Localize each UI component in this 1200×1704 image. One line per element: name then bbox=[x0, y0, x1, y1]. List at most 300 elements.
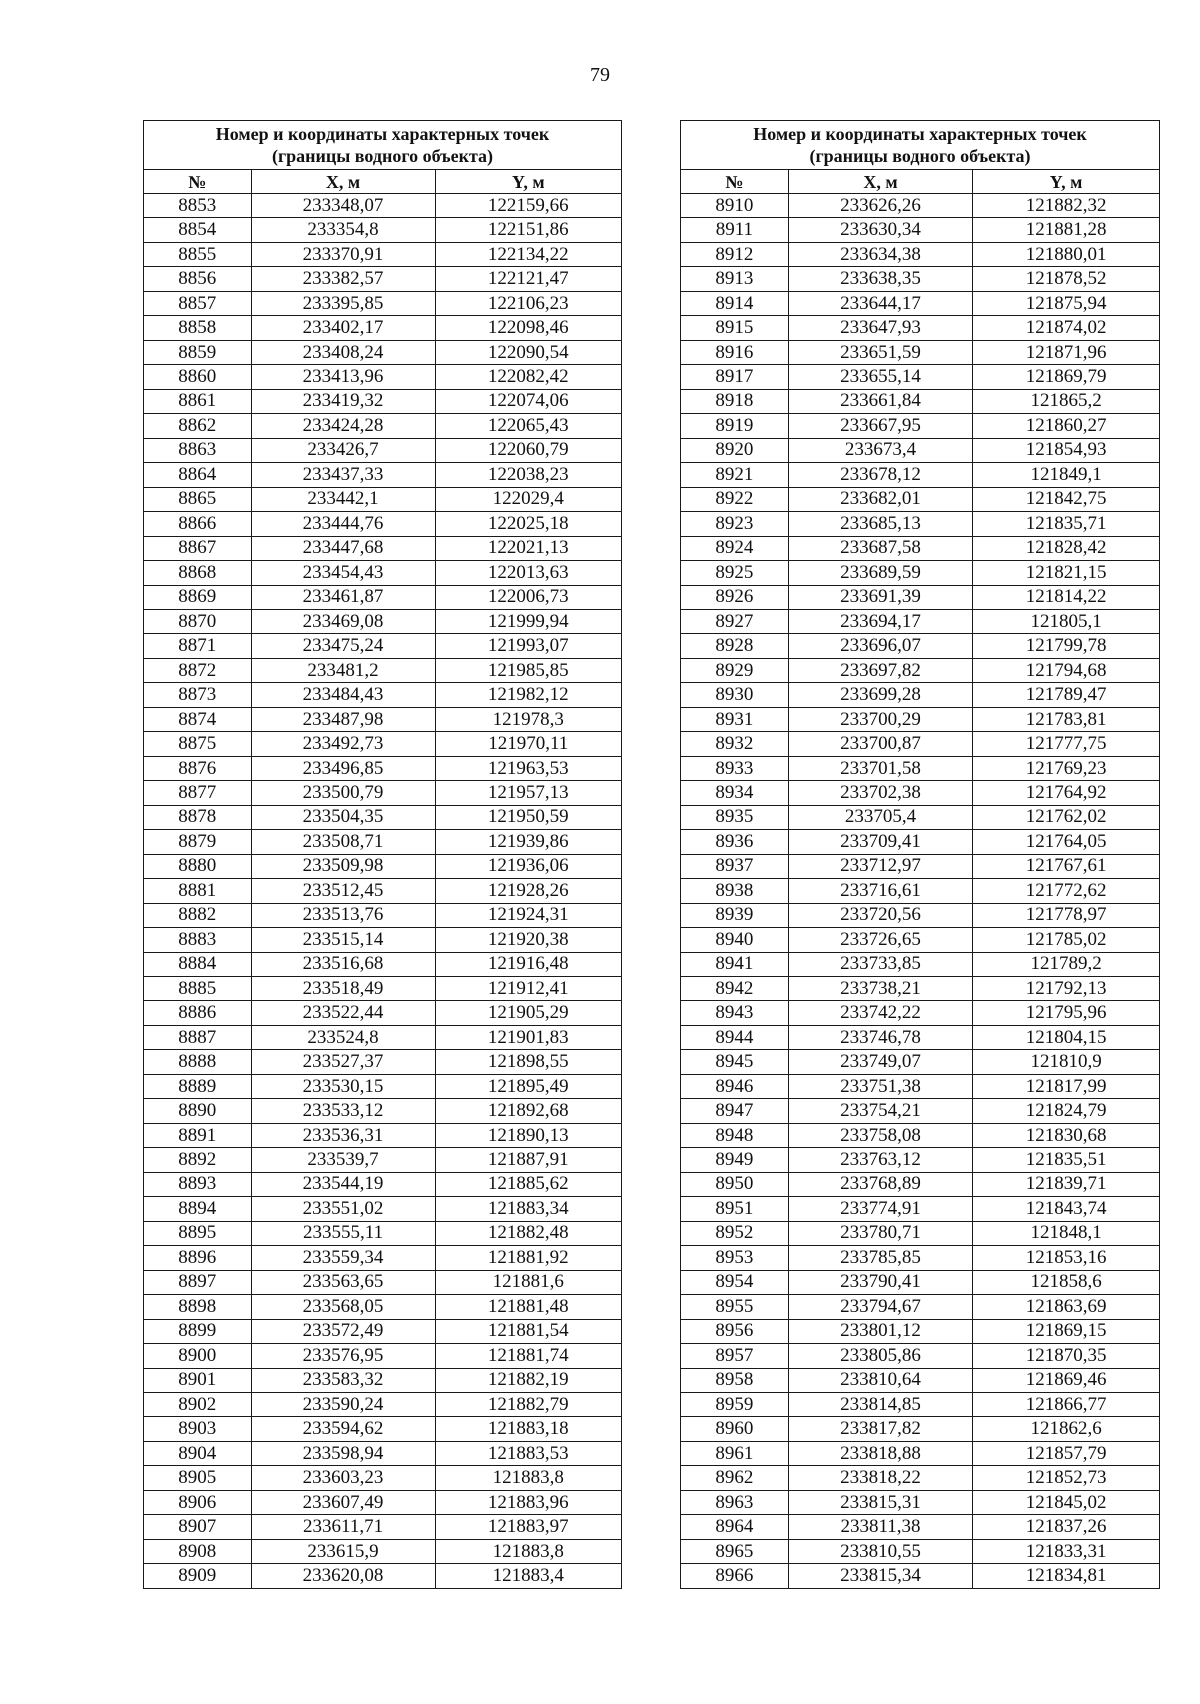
point-number: 8906 bbox=[144, 1490, 252, 1514]
point-number: 8959 bbox=[681, 1392, 789, 1416]
y-coordinate: 121993,07 bbox=[435, 634, 621, 658]
y-coordinate: 121901,83 bbox=[435, 1025, 621, 1049]
x-coordinate: 233354,8 bbox=[251, 218, 435, 242]
table-row bbox=[144, 1099, 622, 1123]
x-coordinate: 233419,32 bbox=[251, 389, 435, 413]
table-row bbox=[144, 1515, 622, 1539]
point-number: 8941 bbox=[681, 952, 789, 976]
x-coordinate: 233754,21 bbox=[788, 1099, 972, 1123]
y-coordinate: 121895,49 bbox=[435, 1074, 621, 1098]
y-coordinate: 121810,9 bbox=[973, 1050, 1160, 1074]
point-number: 8890 bbox=[144, 1099, 252, 1123]
table-row bbox=[681, 561, 1160, 585]
x-coordinate: 233413,96 bbox=[251, 365, 435, 389]
table-row bbox=[144, 438, 622, 462]
y-coordinate: 121898,55 bbox=[435, 1050, 621, 1074]
x-coordinate: 233402,17 bbox=[251, 316, 435, 340]
y-coordinate: 121862,6 bbox=[973, 1417, 1160, 1441]
point-number: 8948 bbox=[681, 1123, 789, 1147]
point-number: 8917 bbox=[681, 365, 789, 389]
table-row bbox=[144, 879, 622, 903]
point-number: 8884 bbox=[144, 952, 252, 976]
y-coordinate: 121789,47 bbox=[973, 683, 1160, 707]
y-coordinate: 121892,68 bbox=[435, 1099, 621, 1123]
x-coordinate: 233815,31 bbox=[788, 1490, 972, 1514]
x-coordinate: 233527,37 bbox=[251, 1050, 435, 1074]
y-coordinate: 121821,15 bbox=[973, 561, 1160, 585]
y-coordinate: 122029,4 bbox=[435, 487, 621, 511]
y-coordinate: 121985,85 bbox=[435, 658, 621, 682]
table-row bbox=[144, 634, 622, 658]
x-coordinate: 233811,38 bbox=[788, 1515, 972, 1539]
x-coordinate: 233768,89 bbox=[788, 1172, 972, 1196]
y-coordinate: 121792,13 bbox=[973, 977, 1160, 1001]
x-coordinate: 233513,76 bbox=[251, 903, 435, 927]
x-coordinate: 233763,12 bbox=[788, 1148, 972, 1172]
table-row bbox=[681, 1392, 1160, 1416]
table-row bbox=[681, 438, 1160, 462]
point-number: 8923 bbox=[681, 512, 789, 536]
x-coordinate: 233515,14 bbox=[251, 928, 435, 952]
x-coordinate: 233444,76 bbox=[251, 512, 435, 536]
table-row bbox=[681, 585, 1160, 609]
table-row bbox=[144, 512, 622, 536]
x-coordinate: 233484,43 bbox=[251, 683, 435, 707]
point-number: 8854 bbox=[144, 218, 252, 242]
column-header-x: X, м bbox=[251, 170, 435, 194]
x-coordinate: 233651,59 bbox=[788, 340, 972, 364]
point-number: 8963 bbox=[681, 1490, 789, 1514]
y-coordinate: 122038,23 bbox=[435, 463, 621, 487]
y-coordinate: 121833,31 bbox=[973, 1539, 1160, 1563]
column-header-number: № bbox=[681, 170, 789, 194]
x-coordinate: 233454,43 bbox=[251, 561, 435, 585]
point-number: 8895 bbox=[144, 1221, 252, 1245]
point-number: 8857 bbox=[144, 291, 252, 315]
y-coordinate: 122098,46 bbox=[435, 316, 621, 340]
y-coordinate: 121870,35 bbox=[973, 1344, 1160, 1368]
page-number: 79 bbox=[590, 64, 610, 86]
y-coordinate: 121795,96 bbox=[973, 1001, 1160, 1025]
x-coordinate: 233638,35 bbox=[788, 267, 972, 291]
point-number: 8965 bbox=[681, 1539, 789, 1563]
y-coordinate: 121905,29 bbox=[435, 1001, 621, 1025]
x-coordinate: 233758,08 bbox=[788, 1123, 972, 1147]
x-coordinate: 233794,67 bbox=[788, 1295, 972, 1319]
y-coordinate: 121857,79 bbox=[973, 1441, 1160, 1465]
table-row bbox=[144, 536, 622, 560]
x-coordinate: 233492,73 bbox=[251, 732, 435, 756]
table-row bbox=[681, 1270, 1160, 1294]
y-coordinate: 121860,27 bbox=[973, 414, 1160, 438]
y-coordinate: 121978,3 bbox=[435, 707, 621, 731]
y-coordinate: 121885,62 bbox=[435, 1172, 621, 1196]
y-coordinate: 121762,02 bbox=[973, 805, 1160, 829]
point-number: 8889 bbox=[144, 1074, 252, 1098]
point-number: 8951 bbox=[681, 1197, 789, 1221]
point-number: 8928 bbox=[681, 634, 789, 658]
table-row bbox=[681, 830, 1160, 854]
y-coordinate: 121881,28 bbox=[973, 218, 1160, 242]
x-coordinate: 233583,32 bbox=[251, 1368, 435, 1392]
table-row bbox=[681, 1319, 1160, 1343]
table-row bbox=[144, 463, 622, 487]
column-header-number: № bbox=[144, 170, 252, 194]
y-coordinate: 121875,94 bbox=[973, 291, 1160, 315]
table-row bbox=[144, 1074, 622, 1098]
point-number: 8909 bbox=[144, 1564, 252, 1588]
y-coordinate: 121783,81 bbox=[973, 707, 1160, 731]
point-number: 8888 bbox=[144, 1050, 252, 1074]
point-number: 8899 bbox=[144, 1319, 252, 1343]
table-row bbox=[681, 903, 1160, 927]
table-row bbox=[144, 340, 622, 364]
y-coordinate: 121883,53 bbox=[435, 1441, 621, 1465]
point-number: 8897 bbox=[144, 1270, 252, 1294]
y-coordinate: 122025,18 bbox=[435, 512, 621, 536]
table-row bbox=[144, 830, 622, 854]
point-number: 8886 bbox=[144, 1001, 252, 1025]
table-row bbox=[144, 1148, 622, 1172]
x-coordinate: 233539,7 bbox=[251, 1148, 435, 1172]
x-coordinate: 233504,35 bbox=[251, 805, 435, 829]
point-number: 8862 bbox=[144, 414, 252, 438]
point-number: 8964 bbox=[681, 1515, 789, 1539]
y-coordinate: 121849,1 bbox=[973, 463, 1160, 487]
table-row bbox=[144, 903, 622, 927]
table-row bbox=[144, 1368, 622, 1392]
table-row bbox=[681, 879, 1160, 903]
y-coordinate: 122074,06 bbox=[435, 389, 621, 413]
y-coordinate: 121853,16 bbox=[973, 1246, 1160, 1270]
table-title bbox=[681, 121, 1160, 170]
point-number: 8869 bbox=[144, 585, 252, 609]
x-coordinate: 233516,68 bbox=[251, 952, 435, 976]
x-coordinate: 233647,93 bbox=[788, 316, 972, 340]
y-coordinate: 122006,73 bbox=[435, 585, 621, 609]
table-row bbox=[144, 1050, 622, 1074]
point-number: 8892 bbox=[144, 1148, 252, 1172]
y-coordinate: 121835,51 bbox=[973, 1148, 1160, 1172]
x-coordinate: 233611,71 bbox=[251, 1515, 435, 1539]
x-coordinate: 233700,87 bbox=[788, 732, 972, 756]
table-row bbox=[144, 1221, 622, 1245]
y-coordinate: 121866,77 bbox=[973, 1392, 1160, 1416]
point-number: 8927 bbox=[681, 609, 789, 633]
table-row bbox=[144, 1025, 622, 1049]
table-row bbox=[144, 1172, 622, 1196]
point-number: 8863 bbox=[144, 438, 252, 462]
x-coordinate: 233685,13 bbox=[788, 512, 972, 536]
table-row bbox=[681, 805, 1160, 829]
point-number: 8925 bbox=[681, 561, 789, 585]
table-row bbox=[681, 1490, 1160, 1514]
point-number: 8883 bbox=[144, 928, 252, 952]
x-coordinate: 233518,49 bbox=[251, 977, 435, 1001]
y-coordinate: 121854,93 bbox=[973, 438, 1160, 462]
table-row bbox=[144, 1295, 622, 1319]
point-number: 8912 bbox=[681, 242, 789, 266]
point-number: 8881 bbox=[144, 879, 252, 903]
x-coordinate: 233673,4 bbox=[788, 438, 972, 462]
y-coordinate: 121982,12 bbox=[435, 683, 621, 707]
x-coordinate: 233810,55 bbox=[788, 1539, 972, 1563]
y-coordinate: 121871,96 bbox=[973, 340, 1160, 364]
table-row bbox=[681, 512, 1160, 536]
point-number: 8905 bbox=[144, 1466, 252, 1490]
point-number: 8910 bbox=[681, 194, 789, 218]
x-coordinate: 233594,62 bbox=[251, 1417, 435, 1441]
table-row bbox=[681, 1172, 1160, 1196]
x-coordinate: 233348,07 bbox=[251, 194, 435, 218]
x-coordinate: 233496,85 bbox=[251, 756, 435, 780]
x-coordinate: 233395,85 bbox=[251, 291, 435, 315]
y-coordinate: 122013,63 bbox=[435, 561, 621, 585]
x-coordinate: 233705,4 bbox=[788, 805, 972, 829]
point-number: 8898 bbox=[144, 1295, 252, 1319]
y-coordinate: 121881,6 bbox=[435, 1270, 621, 1294]
x-coordinate: 233530,15 bbox=[251, 1074, 435, 1098]
point-number: 8952 bbox=[681, 1221, 789, 1245]
point-number: 8916 bbox=[681, 340, 789, 364]
y-coordinate: 122090,54 bbox=[435, 340, 621, 364]
y-coordinate: 121794,68 bbox=[973, 658, 1160, 682]
table-row bbox=[681, 977, 1160, 1001]
y-coordinate: 121865,2 bbox=[973, 389, 1160, 413]
point-number: 8922 bbox=[681, 487, 789, 511]
table-row bbox=[681, 340, 1160, 364]
y-coordinate: 121824,79 bbox=[973, 1099, 1160, 1123]
point-number: 8885 bbox=[144, 977, 252, 1001]
x-coordinate: 233709,41 bbox=[788, 830, 972, 854]
x-coordinate: 233630,34 bbox=[788, 218, 972, 242]
column-header-x: X, м bbox=[788, 170, 972, 194]
point-number: 8876 bbox=[144, 756, 252, 780]
point-number: 8865 bbox=[144, 487, 252, 511]
y-coordinate: 122106,23 bbox=[435, 291, 621, 315]
table-row bbox=[144, 487, 622, 511]
point-number: 8859 bbox=[144, 340, 252, 364]
y-coordinate: 121883,8 bbox=[435, 1539, 621, 1563]
point-number: 8878 bbox=[144, 805, 252, 829]
x-coordinate: 233780,71 bbox=[788, 1221, 972, 1245]
y-coordinate: 121883,4 bbox=[435, 1564, 621, 1588]
point-number: 8902 bbox=[144, 1392, 252, 1416]
table-row bbox=[681, 1539, 1160, 1563]
y-coordinate: 121882,48 bbox=[435, 1221, 621, 1245]
table-row bbox=[681, 463, 1160, 487]
table-row bbox=[681, 1221, 1160, 1245]
table-row bbox=[681, 194, 1160, 218]
table-row bbox=[681, 291, 1160, 315]
x-coordinate: 233469,08 bbox=[251, 609, 435, 633]
point-number: 8942 bbox=[681, 977, 789, 1001]
point-number: 8877 bbox=[144, 781, 252, 805]
table-row bbox=[144, 1466, 622, 1490]
y-coordinate: 121883,96 bbox=[435, 1490, 621, 1514]
table-row bbox=[681, 683, 1160, 707]
point-number: 8936 bbox=[681, 830, 789, 854]
table-row bbox=[144, 707, 622, 731]
y-coordinate: 122065,43 bbox=[435, 414, 621, 438]
x-coordinate: 233533,12 bbox=[251, 1099, 435, 1123]
point-number: 8868 bbox=[144, 561, 252, 585]
table-row bbox=[681, 414, 1160, 438]
x-coordinate: 233805,86 bbox=[788, 1344, 972, 1368]
point-number: 8947 bbox=[681, 1099, 789, 1123]
point-number: 8940 bbox=[681, 928, 789, 952]
table-row bbox=[144, 389, 622, 413]
y-coordinate: 121845,02 bbox=[973, 1490, 1160, 1514]
table-row bbox=[144, 977, 622, 1001]
point-number: 8960 bbox=[681, 1417, 789, 1441]
point-number: 8950 bbox=[681, 1172, 789, 1196]
x-coordinate: 233678,12 bbox=[788, 463, 972, 487]
y-coordinate: 121912,41 bbox=[435, 977, 621, 1001]
point-number: 8946 bbox=[681, 1074, 789, 1098]
point-number: 8870 bbox=[144, 609, 252, 633]
point-number: 8915 bbox=[681, 316, 789, 340]
point-number: 8961 bbox=[681, 1441, 789, 1465]
y-coordinate: 121869,46 bbox=[973, 1368, 1160, 1392]
x-coordinate: 233682,01 bbox=[788, 487, 972, 511]
x-coordinate: 233815,34 bbox=[788, 1564, 972, 1588]
x-coordinate: 233818,88 bbox=[788, 1441, 972, 1465]
y-coordinate: 122060,79 bbox=[435, 438, 621, 462]
table-row bbox=[144, 1441, 622, 1465]
table-row bbox=[681, 316, 1160, 340]
point-number: 8920 bbox=[681, 438, 789, 462]
point-number: 8882 bbox=[144, 903, 252, 927]
point-number: 8926 bbox=[681, 585, 789, 609]
y-coordinate: 121869,79 bbox=[973, 365, 1160, 389]
coordinates-table-right bbox=[680, 120, 1160, 1589]
y-coordinate: 121767,61 bbox=[973, 854, 1160, 878]
table-row bbox=[681, 487, 1160, 511]
y-coordinate: 122134,22 bbox=[435, 242, 621, 266]
point-number: 8860 bbox=[144, 365, 252, 389]
point-number: 8938 bbox=[681, 879, 789, 903]
point-number: 8939 bbox=[681, 903, 789, 927]
y-coordinate: 121777,75 bbox=[973, 732, 1160, 756]
y-coordinate: 121881,48 bbox=[435, 1295, 621, 1319]
x-coordinate: 233500,79 bbox=[251, 781, 435, 805]
x-coordinate: 233810,64 bbox=[788, 1368, 972, 1392]
point-number: 8914 bbox=[681, 291, 789, 315]
table-row bbox=[681, 1466, 1160, 1490]
y-coordinate: 121883,18 bbox=[435, 1417, 621, 1441]
y-coordinate: 121970,11 bbox=[435, 732, 621, 756]
table-row bbox=[144, 316, 622, 340]
y-coordinate: 122151,86 bbox=[435, 218, 621, 242]
point-number: 8913 bbox=[681, 267, 789, 291]
table-body bbox=[144, 194, 622, 1589]
y-coordinate: 121772,62 bbox=[973, 879, 1160, 903]
x-coordinate: 233749,07 bbox=[788, 1050, 972, 1074]
point-number: 8958 bbox=[681, 1368, 789, 1392]
table-row bbox=[681, 389, 1160, 413]
x-coordinate: 233461,87 bbox=[251, 585, 435, 609]
table-row bbox=[681, 1197, 1160, 1221]
table-row bbox=[144, 365, 622, 389]
point-number: 8872 bbox=[144, 658, 252, 682]
y-coordinate: 121936,06 bbox=[435, 854, 621, 878]
table-row bbox=[144, 561, 622, 585]
x-coordinate: 233814,85 bbox=[788, 1392, 972, 1416]
table-row bbox=[681, 1417, 1160, 1441]
y-coordinate: 121882,32 bbox=[973, 194, 1160, 218]
y-coordinate: 121830,68 bbox=[973, 1123, 1160, 1147]
x-coordinate: 233667,95 bbox=[788, 414, 972, 438]
y-coordinate: 121880,01 bbox=[973, 242, 1160, 266]
y-coordinate: 122082,42 bbox=[435, 365, 621, 389]
point-number: 8924 bbox=[681, 536, 789, 560]
table-row bbox=[681, 609, 1160, 633]
point-number: 8891 bbox=[144, 1123, 252, 1147]
point-number: 8919 bbox=[681, 414, 789, 438]
table-row bbox=[144, 1392, 622, 1416]
y-coordinate: 121916,48 bbox=[435, 952, 621, 976]
point-number: 8871 bbox=[144, 634, 252, 658]
table-row bbox=[144, 1246, 622, 1270]
x-coordinate: 233408,24 bbox=[251, 340, 435, 364]
table-row bbox=[681, 1123, 1160, 1147]
x-coordinate: 233447,68 bbox=[251, 536, 435, 560]
point-number: 8864 bbox=[144, 463, 252, 487]
column-header-y: Y, м bbox=[435, 170, 621, 194]
x-coordinate: 233716,61 bbox=[788, 879, 972, 903]
y-coordinate: 121939,86 bbox=[435, 830, 621, 854]
point-number: 8874 bbox=[144, 707, 252, 731]
x-coordinate: 233644,17 bbox=[788, 291, 972, 315]
x-coordinate: 233696,07 bbox=[788, 634, 972, 658]
x-coordinate: 233699,28 bbox=[788, 683, 972, 707]
y-coordinate: 121852,73 bbox=[973, 1466, 1160, 1490]
x-coordinate: 233512,45 bbox=[251, 879, 435, 903]
table-title-line-2: (границы водного объекта) bbox=[809, 146, 1031, 166]
x-coordinate: 233559,34 bbox=[251, 1246, 435, 1270]
table-row bbox=[681, 1368, 1160, 1392]
x-coordinate: 233701,58 bbox=[788, 756, 972, 780]
x-coordinate: 233382,57 bbox=[251, 267, 435, 291]
table-row bbox=[144, 1490, 622, 1514]
table-row bbox=[144, 1344, 622, 1368]
point-number: 8943 bbox=[681, 1001, 789, 1025]
point-number: 8937 bbox=[681, 854, 789, 878]
table-title-line-1: Номер и координаты характерных точек bbox=[215, 124, 550, 144]
point-number: 8932 bbox=[681, 732, 789, 756]
table-row bbox=[681, 1246, 1160, 1270]
y-coordinate: 121848,1 bbox=[973, 1221, 1160, 1245]
point-number: 8858 bbox=[144, 316, 252, 340]
x-coordinate: 233774,91 bbox=[788, 1197, 972, 1221]
table-title bbox=[144, 121, 622, 170]
x-coordinate: 233634,38 bbox=[788, 242, 972, 266]
x-coordinate: 233522,44 bbox=[251, 1001, 435, 1025]
point-number: 8904 bbox=[144, 1441, 252, 1465]
x-coordinate: 233726,65 bbox=[788, 928, 972, 952]
point-number: 8944 bbox=[681, 1025, 789, 1049]
point-number: 8956 bbox=[681, 1319, 789, 1343]
x-coordinate: 233524,8 bbox=[251, 1025, 435, 1049]
y-coordinate: 121785,02 bbox=[973, 928, 1160, 952]
table-row bbox=[144, 414, 622, 438]
table-row bbox=[681, 854, 1160, 878]
x-coordinate: 233426,7 bbox=[251, 438, 435, 462]
y-coordinate: 121881,92 bbox=[435, 1246, 621, 1270]
x-coordinate: 233603,23 bbox=[251, 1466, 435, 1490]
table-row bbox=[144, 1001, 622, 1025]
